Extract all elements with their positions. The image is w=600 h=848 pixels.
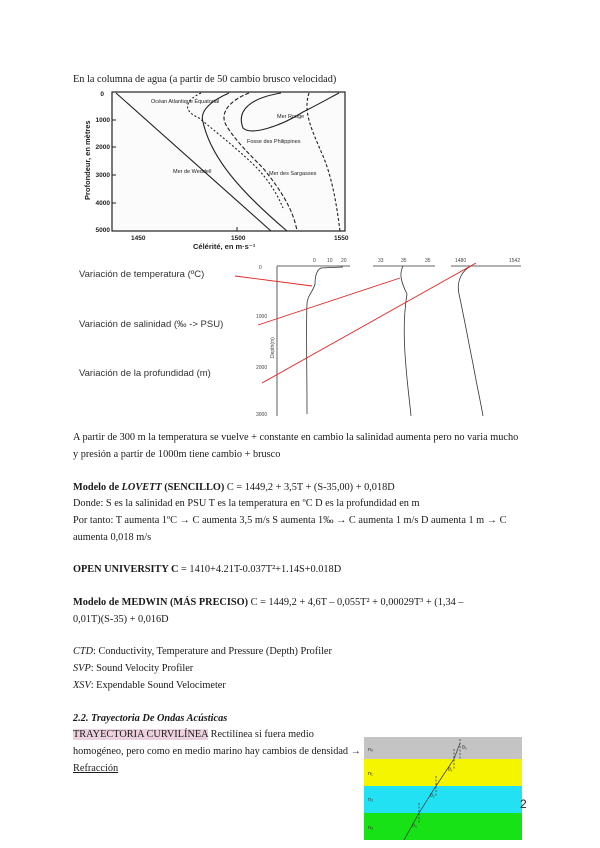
angle-label: θ₂ [430,793,435,799]
paragraph-line: A partir de 300 m la temperatura se vuelve + constante en cambio la salinidad aumenta pero no varia mucho [73,432,519,443]
x-tick: 1500 [231,235,246,242]
abbr-xsv [73,677,226,694]
abbr-def: : Conductivity, Temperature and Pressure (Depth) Profiler [93,646,332,657]
velocity-curve [458,266,483,416]
y-tick: 0 [100,91,104,98]
curve-label-red-sea: Mer Rouge [277,114,305,120]
y-tick: 5000 [95,227,110,234]
lovett-por-tanto-cont: aumenta 0,018 m/s [73,532,152,543]
curvilinea-line2: homogéneo, pero como en medio marino hay cambios de densidad → [73,746,361,757]
tsv-depth-profile-chart [255,254,530,420]
depth-tick: 1000 [256,314,268,320]
curve-label-atlantic: Océan Atlantique Équatorial [151,99,220,105]
layer-n2 [364,786,522,813]
lovett-equation: C = 1449,2 + 3,5T + (S-35,00) + 0,018D [226,482,395,493]
temperature-curve [307,267,343,414]
salinity-curve [401,266,411,416]
angle-label: θ₁ [448,767,453,773]
lovett-name: LOVETT [121,482,162,493]
depth-tick: 0 [259,265,262,271]
label-temperatura: Variación de temperatura (ºC) [79,269,205,280]
curvilinea-line [73,726,314,743]
open-university-title: OPEN UNIVERSITY C [73,564,179,575]
medwin-equation: C = 1449,2 + 4,6T – 0,055T² + 0,00029T³ + (1,34 – [250,597,464,608]
paragraph-line: y presión a partir de 1000m tiene cambio + brusco [73,449,281,460]
depth-axis-label: Depth(m) [270,337,276,358]
abbr-ctd [73,643,332,660]
y-tick: 4000 [95,200,110,207]
sal-tick: 35 [425,258,431,264]
layer-label: n₃ [368,825,374,831]
layer-n0 [364,737,522,759]
angle-label: θ₀ [462,745,467,751]
section-title: 2.2. Trayectoria De Ondas Acústicas [73,713,228,724]
y-tick: 2000 [95,144,110,151]
open-university-formula [73,561,341,578]
x-tick: 1550 [334,235,349,242]
layer-n3 [364,813,522,840]
abbr-def: : Sound Velocity Profiler [90,663,194,674]
sal-tick: 33 [378,258,384,264]
temp-tick: 0 [313,258,316,264]
open-university-equation: = 1410+4.21T-0.037T²+1.14S+0.018D [181,564,342,575]
y-axis-label: Profondeur, en mètres [83,120,92,200]
refraction-diagram [364,737,522,840]
temp-tick: 20 [341,258,347,264]
x-axis-label: Célérité, en m·s⁻¹ [193,242,256,250]
layer-label: n₁ [368,771,373,777]
curve-label-weddell: Mer de Weddell [173,169,212,175]
sound-speed-profile-chart [81,88,353,250]
layer-label: n₀ [368,747,374,753]
curve-label-sargasses: Mer des Sargasses [269,171,317,177]
vel-tick: 1480 [455,258,467,264]
curvilinea-highlight: TRAYECTORIA CURVILÍNEA [73,729,209,740]
lovett-model-label: Modelo de [73,482,120,493]
lovett-where: Donde: S es la salinidad en PSU T es la temperatura en ºC D es la profundidad en m [73,498,420,509]
medwin-title: Modelo de MEDWIN (MÁS PRECISO) [73,597,249,608]
sal-tick: 35 [401,258,407,264]
section-heading [73,710,227,727]
layer-label: n₂ [368,797,374,803]
temp-tick: 10 [327,258,333,264]
y-tick: 3000 [95,172,110,179]
curve-label-philippines: Fosse des Philippines [247,139,301,145]
x-tick: 1450 [131,235,146,242]
lovett-formula [73,479,395,496]
lovett-tag: (SENCILLO) [164,482,225,493]
abbr-def: : Expendable Sound Velocimeter [90,680,226,691]
medwin-equation-cont: 0,01T)(S-35) + 0,016D [73,614,169,625]
abbr-term: SVP [73,663,91,674]
abbr-svp [73,660,193,677]
vel-tick: 1542 [509,258,521,264]
curvilinea-rest: Rectilínea si fuera medio [208,729,314,740]
label-salinidad: Variación de salinidad (‰ -> PSU) [79,319,224,330]
label-profundidad: Variación de la profundidad (m) [79,368,211,379]
medwin-formula [73,594,463,611]
angle-label: θ₃ [412,823,417,829]
abbr-term: CTD [73,646,94,657]
lovett-por-tanto: Por tanto: T aumenta 1ºC → C aumenta 3,5 m/s S aumenta 1‰ → C aumenta 1 m/s D aumenta 1 m → C [73,515,507,526]
page-number: 2 [520,797,527,811]
y-tick: 1000 [95,117,110,124]
refraccion-link: Refracción [73,763,119,774]
depth-tick: 3000 [256,412,268,418]
depth-tick: 2000 [256,365,268,371]
abbr-term: XSV [73,680,91,691]
intro-text: En la columna de agua (a partir de 50 cambio brusco velocidad) [73,74,337,85]
layer-n1 [364,759,522,786]
